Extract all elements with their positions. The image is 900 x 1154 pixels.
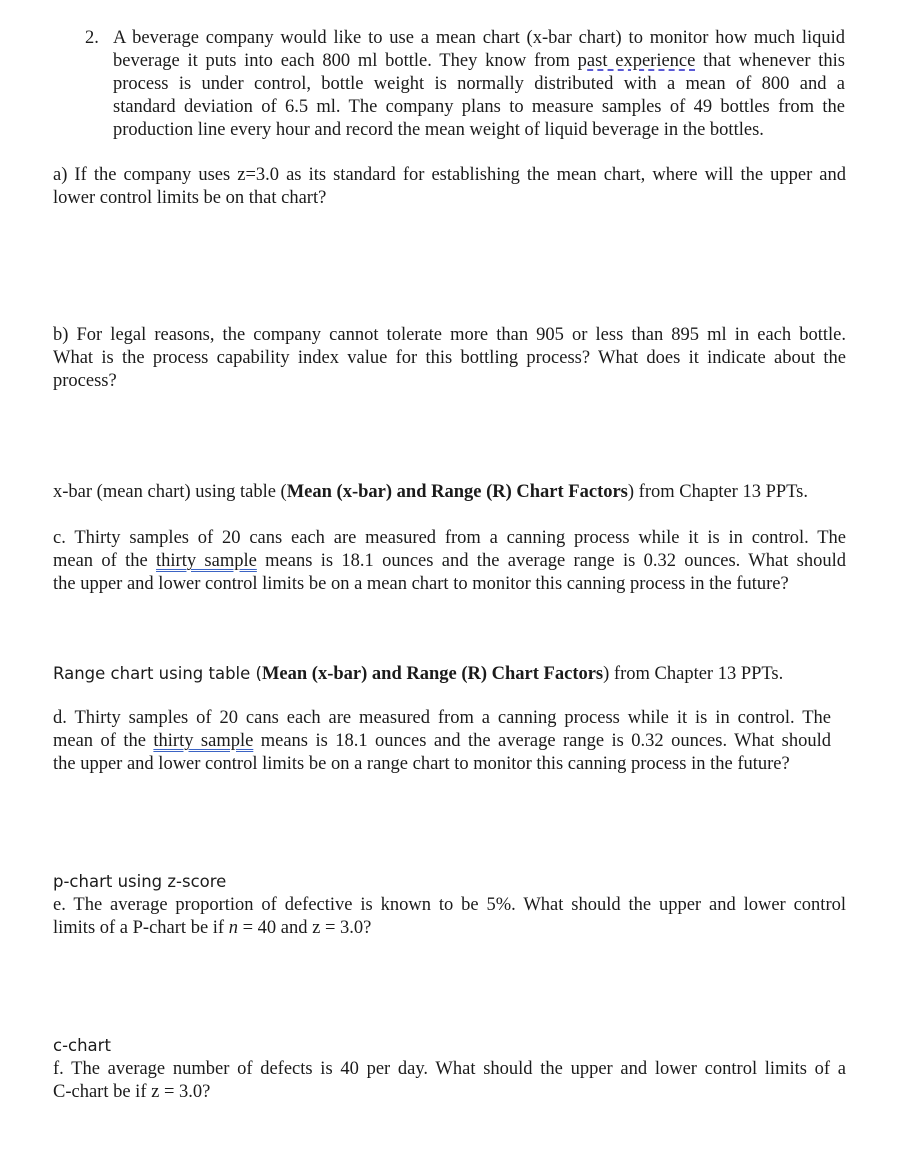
range-heading: Range chart using table (Mean (x-bar) and Range (R) Chart Factors) from Chapter 13 PPTs.: [53, 664, 784, 684]
text-line: C-chart be if z = 3.0?: [53, 1082, 211, 1102]
text-line: b) For legal reasons, the company cannot tolerate more than 905 or less than 895 ml in each bottle.: [53, 325, 846, 345]
part-f: [53, 1058, 846, 1104]
grammar-underline[interactable]: thirty sample: [156, 551, 257, 571]
text-line: mean of the thirty sample means is 18.1 ounces and the average range is 0.32 ounces. What should: [53, 731, 832, 751]
text-line: the upper and lower control limits be on a mean chart to monitor this canning process in the future?: [53, 574, 789, 594]
cchart-heading: c-chart: [53, 1036, 111, 1055]
text-line: f. The average number of defects is 40 per day. What should the upper and lower control limits of a: [53, 1059, 846, 1079]
spellcheck-underline[interactable]: past experience: [577, 51, 696, 71]
text-line: limits of a P-chart be if n = 40 and z = 3.0?: [53, 918, 372, 938]
text-line: production line every hour and record the mean weight of liquid beverage in the bottles.: [113, 120, 764, 140]
text-line: e. The average proportion of defective is known to be 5%. What should the upper and lower control: [53, 895, 846, 915]
part-c: [53, 527, 846, 596]
text-line: process?: [53, 371, 117, 391]
xbar-heading: x-bar (mean chart) using table (Mean (x-bar) and Range (R) Chart Factors) from Chapter 13 PPTs.: [53, 482, 808, 502]
text-line: process is under control, bottle weight is normally distributed with a mean of 800 and a: [113, 74, 845, 94]
pchart-heading: p-chart using z-score: [53, 872, 227, 891]
text-line: beverage it puts into each 800 ml bottle. They know from past experience that whenever this: [113, 51, 845, 71]
text-line: What is the process capability index value for this bottling process? What does it indicate about the: [53, 348, 846, 368]
grammar-underline[interactable]: thirty sample: [153, 731, 254, 751]
part-d: [53, 707, 831, 776]
text-line: A beverage company would like to use a mean chart (x-bar chart) to monitor how much liquid: [113, 28, 845, 48]
text-line: the upper and lower control limits be on a range chart to monitor this canning process in the future?: [53, 754, 790, 774]
text-line: c. Thirty samples of 20 cans each are measured from a canning process while it is in control. The: [53, 528, 846, 548]
text-line: standard deviation of 6.5 ml. The company plans to measure samples of 49 bottles from the: [113, 97, 845, 117]
question-number: 2.: [85, 28, 99, 48]
text-line: mean of the thirty sample means is 18.1 ounces and the average range is 0.32 ounces. What should: [53, 551, 847, 571]
part-a: [53, 164, 846, 210]
text-line: a) If the company uses z=3.0 as its standard for establishing the mean chart, where will the upper and: [53, 165, 846, 185]
part-b: [53, 324, 846, 393]
text-line: lower control limits be on that chart?: [53, 188, 327, 208]
question-2-text: [113, 27, 845, 142]
part-e: [53, 894, 846, 940]
text-line: d. Thirty samples of 20 cans each are measured from a canning process while it is in control. The: [53, 708, 831, 728]
